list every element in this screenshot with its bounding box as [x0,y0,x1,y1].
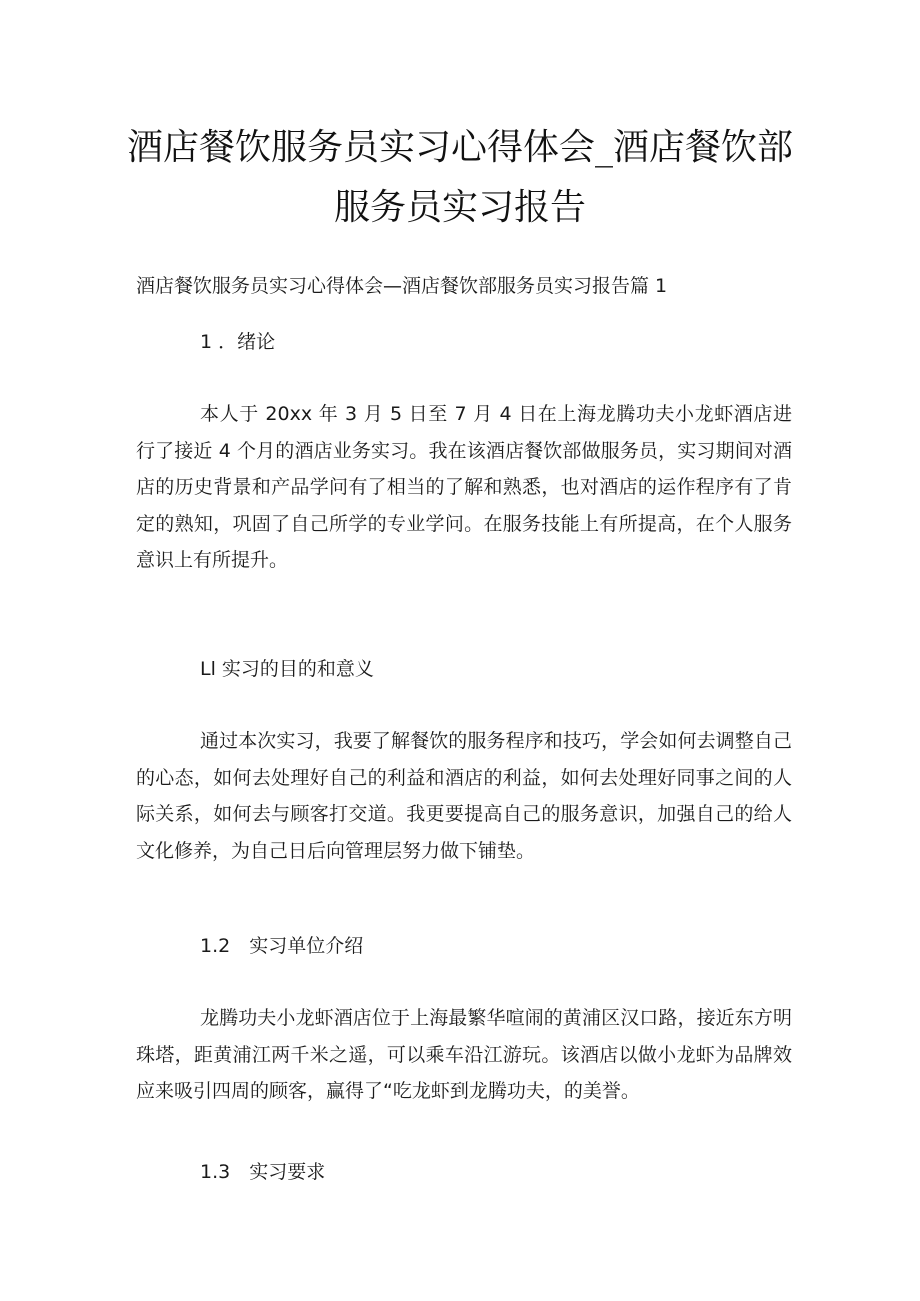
document-subtitle: 酒店餐饮服务员实习心得体会—酒店餐饮部服务员实习报告篇 1 [136,275,668,297]
paragraph-unit: 龙腾功夫小龙虾酒店位于上海最繁华喧闹的黄浦区汉口路，接近东方明珠塔，距黄浦江两千米之遥，可以乘车沿江游玩。该酒店以做小龙虾为品牌效应来吸引四周的顾客，赢得了“吃龙虾到龙腾功夫，的美誉。 [136,1007,792,1102]
document-title: 酒店餐饮服务员实习心得体会_酒店餐饮部服务员实习报告 [126,127,793,228]
section-heading-unit: 1.2 实习单位介绍 [200,935,364,957]
section-heading-purpose: Ll 实习的目的和意义 [200,658,374,680]
paragraph-intro: 本人于 20xx 年 3 月 5 日至 7 月 4 日在上海龙腾功夫小龙虾酒店进行了接近 4 个月的酒店业务实习。我在该酒店餐饮部做服务员，实习期间对酒店的历史背景和产品学问有了相当的了解和熟悉，也对酒店的运作程序有了肯定的熟知，巩固了自己所学的专业学问。在服务技能上有所提高，在个人服务意识上有所提升。 [136,403,792,571]
paragraph-purpose: 通过本次实习，我要了解餐饮的服务程序和技巧，学会如何去调整自己的心态，如何去处理好自己的利益和酒店的利益，如何去处理好同事之间的人际关系，如何去与顾客打交道。我更要提高自己的服务意识，加强自己的给人文化修养，为自己日后向管理层努力做下铺垫。 [136,730,792,862]
section-heading-intro: 1 ．绪论 [200,331,276,353]
section-heading-requirements: 1.3 实习要求 [200,1161,326,1183]
